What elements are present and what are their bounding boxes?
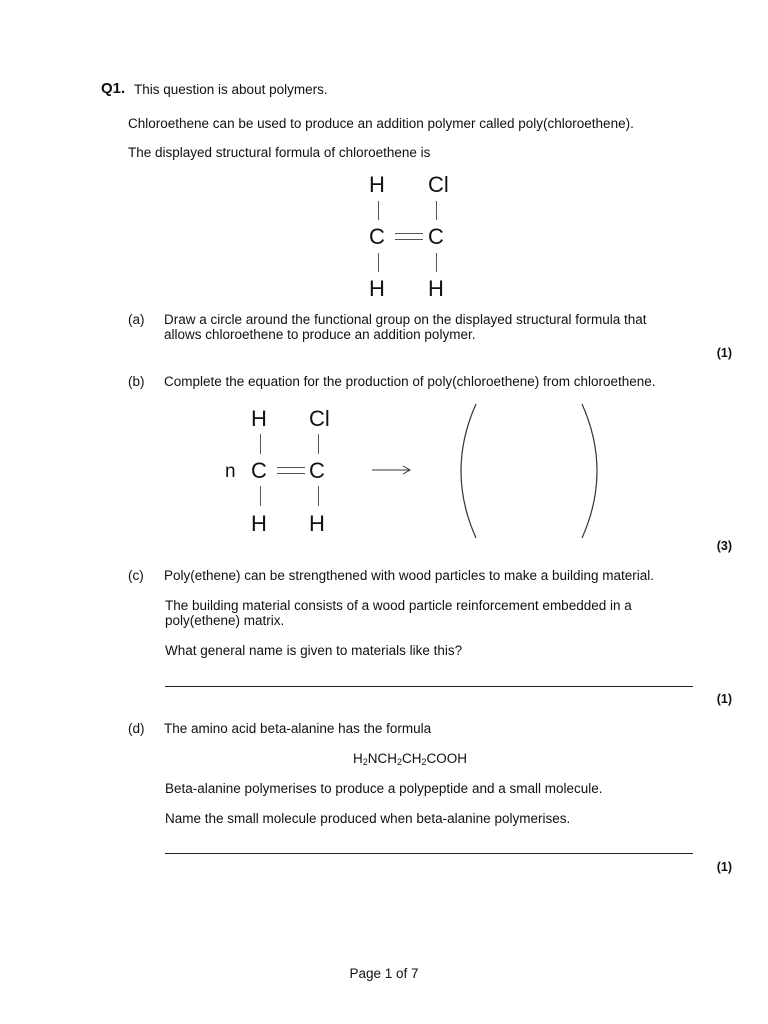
atom-c-left: C bbox=[369, 224, 385, 249]
atom-h-bottom-right: H bbox=[309, 511, 325, 536]
question-number: Q1. bbox=[101, 80, 126, 97]
part-a-label: (a) bbox=[128, 312, 145, 327]
coefficient-n: n bbox=[225, 461, 236, 482]
atom-h-bottom-left: H bbox=[369, 276, 385, 301]
bond-double-upper bbox=[395, 233, 423, 234]
atom-h-bottom-left: H bbox=[251, 511, 267, 536]
reaction-arrow-icon bbox=[370, 462, 415, 478]
part-d-label: (d) bbox=[128, 721, 145, 736]
atom-h-top-left: H bbox=[251, 406, 267, 431]
page-number: Page 1 of 7 bbox=[349, 966, 419, 981]
bond-single bbox=[318, 486, 319, 506]
part-a-text-line-1: Draw a circle around the functional group on the displayed structural formula that bbox=[164, 312, 647, 327]
atom-c-right: C bbox=[428, 224, 444, 249]
part-a-mark: (1) bbox=[716, 346, 732, 360]
part-c-question: What general name is given to materials like this? bbox=[165, 643, 463, 658]
bond-double-lower bbox=[395, 239, 423, 240]
part-c-answer-line[interactable] bbox=[165, 686, 693, 687]
part-c-text: Poly(ethene) can be strengthened with wood particles to make a building material. bbox=[164, 568, 655, 583]
bond-single bbox=[260, 434, 261, 454]
part-d-para: Beta-alanine polymerises to produce a polypeptide and a small molecule. bbox=[165, 781, 603, 796]
part-b-mark: (3) bbox=[716, 539, 732, 553]
part-d-mark: (1) bbox=[716, 860, 732, 874]
part-c-para-line-1: The building material consists of a wood particle reinforcement embedded in a bbox=[165, 598, 632, 613]
part-b-label: (b) bbox=[128, 374, 145, 389]
intro-paragraph-1: Chloroethene can be used to produce an addition polymer called poly(chloroethene). bbox=[128, 116, 634, 131]
bond-single bbox=[378, 253, 379, 272]
part-c-mark: (1) bbox=[716, 692, 732, 706]
part-a-text-line-2: allows chloroethene to produce an addition polymer. bbox=[164, 327, 476, 342]
part-d-question: Name the small molecule produced when beta-alanine polymerises. bbox=[165, 811, 571, 826]
bond-double-lower bbox=[277, 473, 305, 474]
left-bracket-icon bbox=[461, 404, 476, 538]
atom-c-left: C bbox=[251, 458, 267, 483]
atom-h-bottom-right: H bbox=[428, 276, 444, 301]
beta-alanine-formula: $H_2NCH_2CH_2COOH$ bbox=[353, 751, 468, 767]
part-c-para-line-2: poly(ethene) matrix. bbox=[165, 613, 285, 628]
bond-single bbox=[436, 253, 437, 272]
part-b-text: Complete the equation for the production of poly(chloroethene) from chloroethene. bbox=[164, 374, 656, 389]
atom-h-top-left: H bbox=[369, 172, 385, 197]
atom-cl-top-right: Cl bbox=[428, 172, 449, 197]
question-intro: This question is about polymers. bbox=[134, 82, 328, 97]
bond-single bbox=[318, 434, 319, 454]
product-bracket-area[interactable] bbox=[452, 400, 602, 542]
atom-cl-top-right: Cl bbox=[309, 406, 330, 431]
bond-single bbox=[378, 201, 379, 220]
part-d-answer-line[interactable] bbox=[165, 853, 693, 854]
intro-paragraph-2: The displayed structural formula of chloroethene is bbox=[128, 145, 431, 160]
part-d-text: The amino acid beta-alanine has the formula bbox=[164, 721, 432, 736]
bond-double-upper bbox=[277, 467, 305, 468]
part-c-label: (c) bbox=[128, 568, 144, 583]
atom-c-right: C bbox=[309, 458, 325, 483]
bond-single bbox=[260, 486, 261, 506]
right-bracket-icon bbox=[582, 404, 597, 538]
bond-single bbox=[436, 201, 437, 220]
